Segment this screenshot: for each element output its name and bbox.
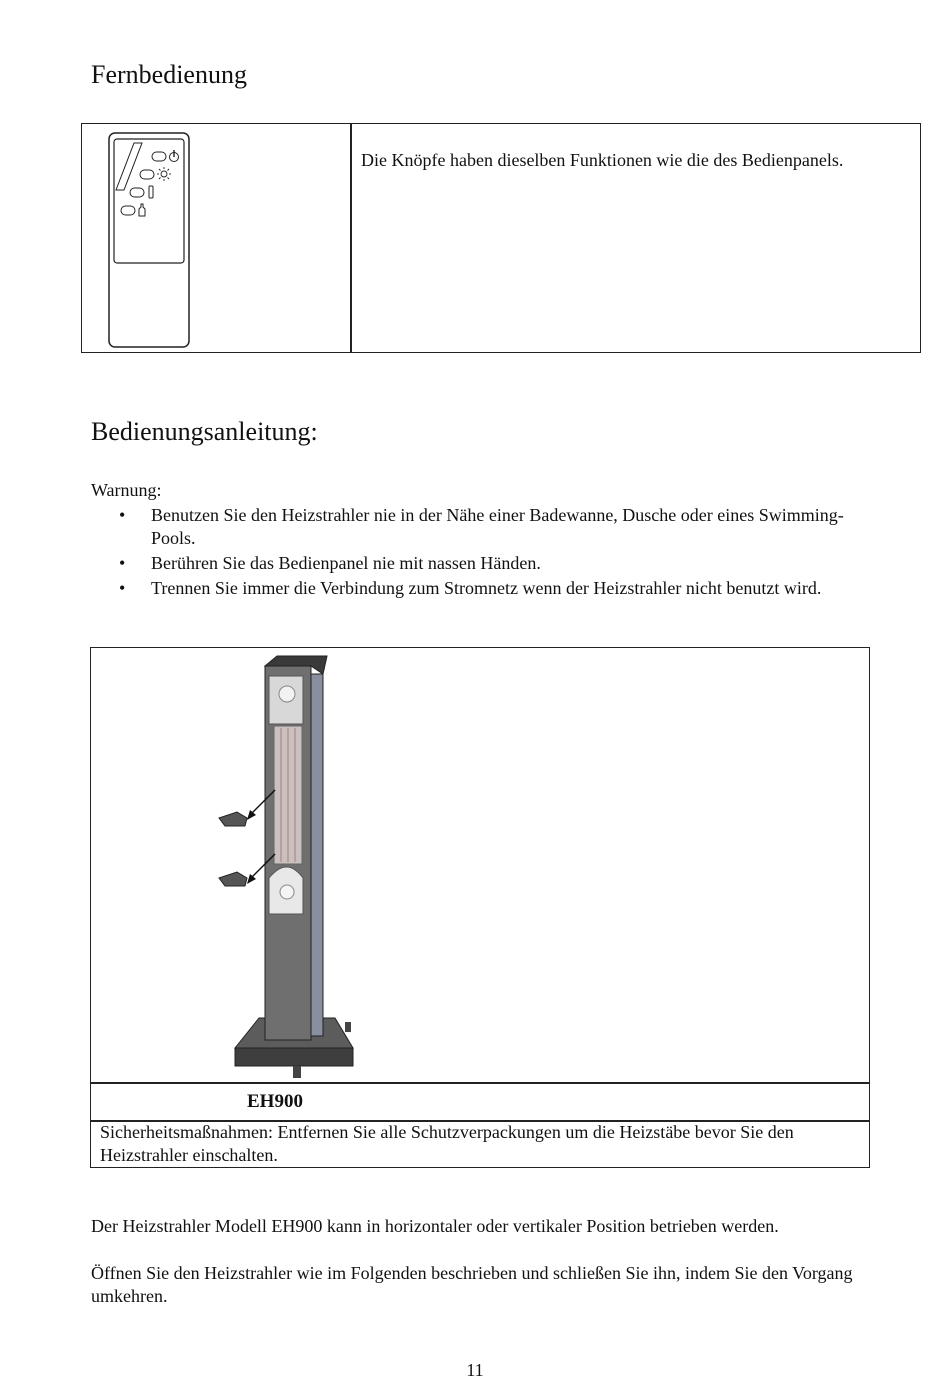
paragraph-open-heater: Öffnen Sie den Heizstrahler wie im Folgenden beschrieben und schließen Sie ihn, indem Sie den Vorgang umkehren. bbox=[91, 1263, 853, 1306]
list-item: • Benutzen Sie den Heizstrahler nie in der Nähe einer Badewanne, Dusche oder eines Swimming-Pools. bbox=[119, 505, 844, 548]
safety-note: Sicherheitsmaßnahmen: Entfernen Sie alle Schutzverpackungen um die Heizstäbe bevor Sie den Heizstrahler einschalten. bbox=[100, 1122, 794, 1165]
list-item: • Trennen Sie immer die Verbindung zum Stromnetz wenn der Heizstrahler nicht benutzt wird. bbox=[119, 578, 822, 598]
section-heading-instructions: Bedienungsanleitung: bbox=[91, 417, 318, 446]
model-label: EH900 bbox=[247, 1091, 303, 1112]
list-item: • Berühren Sie das Bedienpanel nie mit nassen Händen. bbox=[119, 553, 541, 573]
remote-control-illustration bbox=[104, 130, 214, 355]
section-heading-remote: Fernbedienung bbox=[91, 60, 247, 89]
table-divider bbox=[91, 1082, 869, 1084]
warning-label: Warnung: bbox=[91, 480, 162, 500]
remote-description: Die Knöpfe haben dieselben Funktionen wie die des Bedienpanels. bbox=[361, 150, 844, 170]
page-number: 11 bbox=[466, 1360, 484, 1380]
warning-list bbox=[113, 504, 853, 602]
paragraph-operation-position: Der Heizstrahler Modell EH900 kann in horizontaler oder vertikaler Position betrieben werden. bbox=[91, 1216, 779, 1236]
remote-table bbox=[81, 123, 921, 353]
table-divider bbox=[350, 124, 352, 352]
product-table bbox=[90, 647, 870, 1168]
heater-illustration bbox=[217, 652, 377, 1087]
